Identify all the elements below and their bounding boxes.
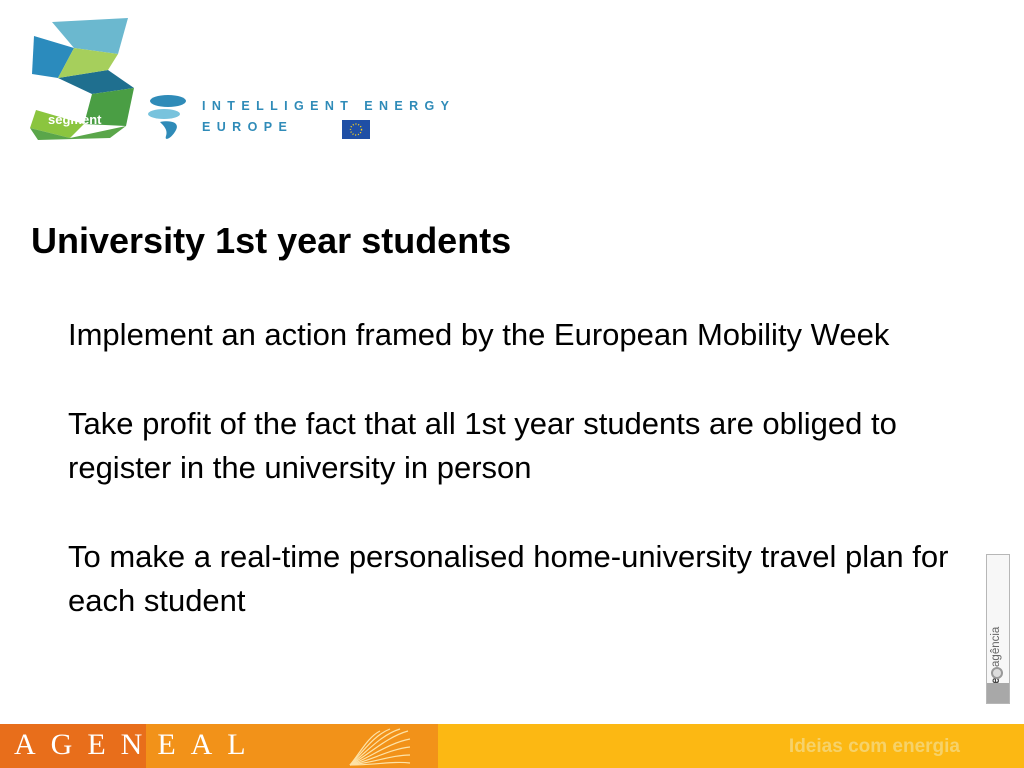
footer-brand-area: [0, 724, 438, 768]
ageneal-brand-text: AGENEAL: [14, 728, 261, 761]
bullet-list: [68, 313, 968, 668]
intelligent-energy-europe-icon: [146, 92, 198, 142]
segment-logo-text: segment: [48, 112, 102, 127]
iee-title-line1: INTELLIGENT ENERGY: [202, 99, 456, 113]
footer-bar: [0, 724, 1024, 768]
segment-logo: [30, 14, 138, 140]
slide-title: University 1st year students: [31, 220, 512, 261]
bullet-item: Take profit of the fact that all 1st year students are obliged to register in the university in person: [68, 406, 897, 485]
save-agencia-logo: [986, 554, 1010, 704]
save-agencia-logo-icon: [991, 667, 1003, 679]
save-logo-block: [987, 683, 1009, 703]
save-agency-text: agência: [990, 626, 1002, 667]
ageneal-fan-icon: [346, 727, 412, 767]
bullet-item: Implement an action framed by the European Mobility Week: [68, 317, 890, 352]
footer-tagline: Ideias com energia: [788, 736, 960, 757]
bullet-item: To make a real-time personalised home-university travel plan for each student: [68, 539, 949, 618]
eu-flag-icon: [342, 120, 370, 139]
intelligent-energy-europe-logo: [146, 92, 496, 142]
iee-title-line2: EUROPE: [202, 120, 294, 134]
segment-logo-icon: [30, 14, 138, 140]
